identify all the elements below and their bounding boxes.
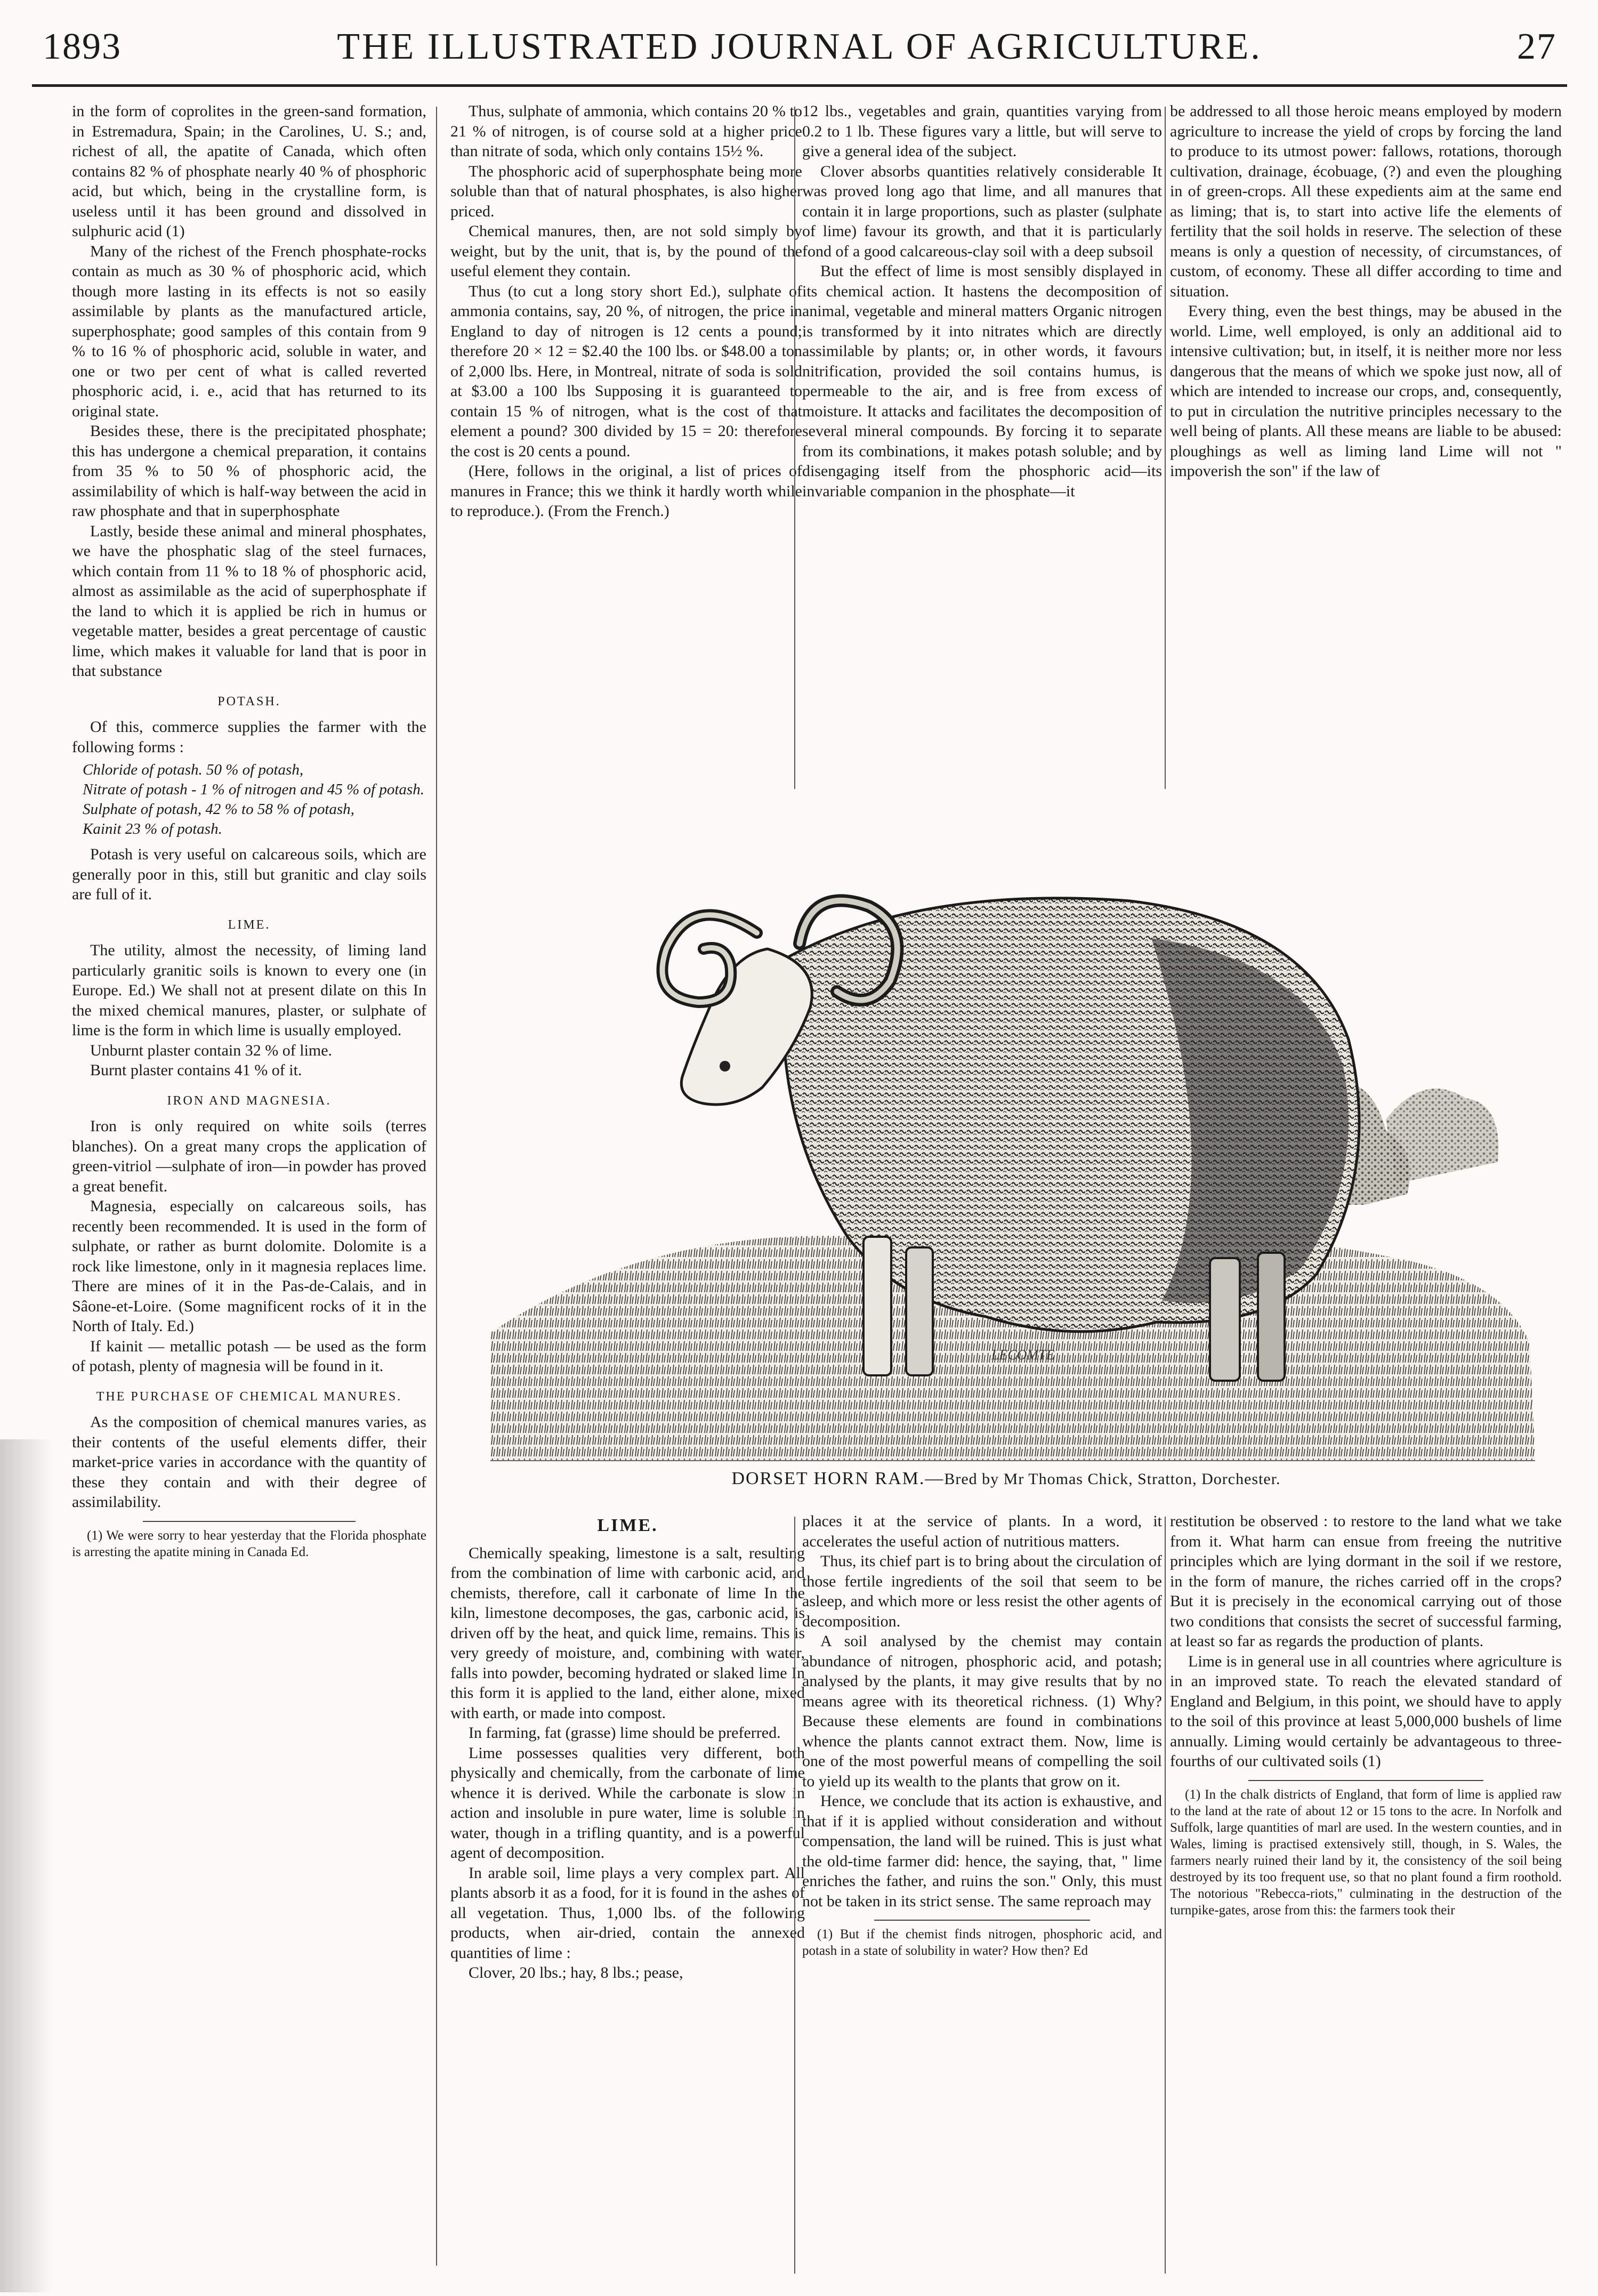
scan-edge-shadow bbox=[0, 1439, 53, 2292]
footnote-rule bbox=[143, 1521, 356, 1522]
ram-illustration bbox=[458, 800, 1562, 1487]
footnote-rule bbox=[874, 1920, 1090, 1921]
paragraph: Iron is only required on white soils (terres blanches). On a great many crops the application of green-vitriol —sulphate of iron—in powder has proved a great benefit. bbox=[72, 1117, 426, 1195]
column-2-bottom bbox=[450, 1511, 805, 2279]
header-year: 1893 bbox=[43, 26, 122, 67]
caption-title: DORSET HORN RAM.— bbox=[731, 1469, 945, 1488]
lime-heading: LIME. bbox=[597, 1516, 658, 1535]
paragraph: Of this, commerce supplies the farmer with the following forms : bbox=[72, 718, 426, 756]
paragraph: Chemical manures, then, are not sold simply by weight, but by the unit, that is, by the pound of the useful element they contain. bbox=[450, 222, 802, 280]
column-divider bbox=[436, 107, 437, 2266]
section-heading-purchase: THE PURCHASE OF CHEMICAL MANURES. bbox=[96, 1389, 402, 1404]
paragraph: 12 lbs., vegetables and grain, quantities varying from 0.2 to 1 lb. These figures vary a little, but will serve to give a general idea of the subject. bbox=[802, 102, 1162, 160]
header-rule bbox=[32, 84, 1567, 87]
paragraph: Thus (to cut a long story short Ed.), sulphate of ammonia contains, say, 20 %, of nitrogen, the price in England to day of nitrogen is 12 cents a pound; therefore 20 × 12 = $2.40 the 100 lbs. or $48.00 a ton of 2,000 lbs. Here, in Montreal, nitrate of soda is sold at $3.00 a 100 lbs Supposing it is guaranteed to contain 15 % of nitrogen, what is the cost of that element a pound? 300 divided by 15 = 20: therefore the cost is 20 cents a pound. bbox=[450, 282, 802, 460]
paragraph: Lime is in general use in all countries where agriculture is in an improved state. To reach the elevated standard of England and Belgium, in this point, we should have to apply to the soil of this province at least 5,000,000 bushels of lime annually. Liming would certainly be advantageous to three-fourths of our cultivated soils (1) bbox=[1170, 1652, 1562, 1770]
paragraph: In farming, fat (grasse) lime should be preferred. bbox=[469, 1724, 781, 1742]
paragraph: Clover, 20 lbs.; hay, 8 lbs.; pease, bbox=[469, 1964, 683, 1981]
paragraph: Many of the richest of the French phosphate-rocks contain as much as 30 % of phosphoric acid, which though more lasting in its effects is not so easily assimilable by plants as the manufactured article, superphosphate; good samples of this contain from 9 % to 16 % of phosphoric acid, soluble in water, and one or two per cent of what is called reverted phosphoric acid, i. e., acid that has returned to its original state. bbox=[72, 242, 426, 420]
paragraph: Besides these, there is the precipitated phosphate; this has undergone a chemical preparation, it contains from 35 % to 50 % of phosphoric acid, the assimilability of which is half-way between the acid in raw phosphate and that in superphosphate bbox=[72, 422, 426, 520]
paragraph: Magnesia, especially on calcareous soils, has recently been recommended. It is used in the form of sulphate, or rather as burnt dolomite. Dolomite is a rock like limestone, only in it magnesia replaces lime. There are mines of it in the Pas-de-Calais, and in Sâone-et-Loire. (Some magnificent rocks of it in the North of Italy. Ed.) bbox=[72, 1197, 426, 1335]
paragraph: Thus, sulphate of ammonia, which contains 20 % to 21 % of nitrogen, is of course sold at a higher price than nitrate of soda, which only contains 15½ %. bbox=[450, 102, 802, 160]
ram-eye bbox=[720, 1061, 730, 1072]
paragraph: As the composition of chemical manures varies, as their contents of the useful elements differ, their market-price varies in accordance with the quantity of these they contain and with their degree of assimilability. bbox=[72, 1413, 426, 1511]
column-divider bbox=[794, 107, 795, 789]
paragraph: The utility, almost the necessity, of liming land particularly granitic soils is known to every one (in Europe. Ed.) We shall not at present dilate on this In the mixed chemical manures, plaster, or sulphate of lime is the form in which lime is usually employed. bbox=[72, 941, 426, 1039]
page-number: 27 bbox=[1517, 26, 1556, 67]
journal-title: THE ILLUSTRATED JOURNAL OF AGRICULTURE. bbox=[337, 26, 1262, 67]
potash-forms-list bbox=[83, 760, 426, 839]
engraver-signature: LECOMTE bbox=[991, 1347, 1055, 1363]
list-item: Nitrate of potash - 1 % of nitrogen and 45 % of potash. bbox=[83, 781, 424, 798]
list-item: Kainit 23 % of potash. bbox=[83, 820, 222, 837]
list-item: Sulphate of potash, 42 % to 58 % of potash, bbox=[83, 801, 354, 818]
footnote: (1) We were sorry to hear yesterday that the Florida phosphate is arresting the apatite mining in Canada Ed. bbox=[72, 1528, 426, 1559]
paragraph: Potash is very useful on calcareous soils, which are generally poor in this, still but granitic and clay soils are full of it. bbox=[72, 845, 426, 903]
paragraph: places it at the service of plants. In a word, it accelerates the useful action of nutritious matters. bbox=[802, 1512, 1162, 1550]
paragraph: If kainit — metallic potash — be used as the form of potash, plenty of magnesia will be found in it. bbox=[72, 1337, 426, 1375]
footnote: (1) In the chalk districts of England, that form of lime is applied raw to the land at the rate of about 12 or 15 tons to the acre. In Norfolk and Suffolk, large quantities of marl are used. In the western counties, and in Wales, liming is practised extensively still, though, in S. Wales, the farmers nearly ruined their land by it, the consistency of the soil being destroyed by its too frequent use, so that no plant found a firm roothold. The notorious "Rebecca-riots," culminating in the destruction of the turnpike-gates, arose from this: the farmers took their bbox=[1170, 1787, 1562, 1918]
footnote: (1) But if the chemist finds nitrogen, phosphoric acid, and potash in a state of solubility in water? How then? Ed bbox=[802, 1927, 1162, 1958]
column-divider bbox=[1165, 107, 1166, 789]
paragraph: in the form of coprolites in the green-sand formation, in Estremadura, Spain; in the Carolines, U. S.; and, richest of all, the apatite of Canada, which often contains 82 % of phosphate nearly 40 % of phosphoric acid, but which, being in the crystalline form, is useless until it has been ground and dissolved in sulphuric acid (1) bbox=[72, 102, 426, 240]
paragraph: be addressed to all those heroic means employed by modern agriculture to increase the yield of crops by forcing the land to produce to its utmost power: fallows, rotations, thorough cultivation, drainage, écobuage, (?) and even the ploughing in of green-crops. All these expedients aim at the same end as liming; that is, to start into active life the elements of fertility that the soil holds in reserve. The selection of these means is only a question of necessity, of circumstances, of custom, of economy. These all differ according to time and situation. bbox=[1170, 102, 1562, 300]
column-divider bbox=[1165, 1517, 1166, 2274]
paragraph: restitution be observed : to restore to the land what we take from it. What harm can ensue from freeing the nutritive principles which are lying dormant in the soil if we restore, in the form of manure, the riches carried off in the crops? But it is precisely in the economical carrying out of those two conditions that consists the secret of successful farming, at least so far as regards the production of plants. bbox=[1170, 1512, 1562, 1650]
paragraph: In arable soil, lime plays a very complex part. All plants absorb it as a food, for it is found in the ashes of all vegetation. Thus, 1,000 lbs. of the following products, when air-dried, contain the annexed quantities of lime : bbox=[450, 1864, 805, 1962]
section-heading-lime: LIME. bbox=[228, 917, 271, 932]
footnote-rule bbox=[1248, 1780, 1483, 1781]
column-3-top bbox=[802, 101, 1162, 805]
section-heading-potash: POTASH. bbox=[217, 694, 281, 708]
paragraph: Unburnt plaster contain 32 % of lime. bbox=[90, 1041, 333, 1059]
paragraph: Chemically speaking, limestone is a salt, resulting from the combination of lime with carbonic acid, and chemists, therefore, call it carbonate of lime In the kiln, limestone decomposes, the gas, carbonic acid, is driven off by the heat, and quick lime, remains. This is very greedy of moisture, and, combining with water, falls into powder, becoming hydrated or slaked lime In this form it is applied to the land, either alone, mixed with earth, or made into compost. bbox=[450, 1544, 805, 1722]
paragraph: (Here, follows in the original, a list of prices of manures in France; this we think it hardly worth while to reproduce.). (From the French.) bbox=[450, 462, 802, 520]
caption-breeder: Bred by Mr Thomas Chick, Stratton, Dorchester. bbox=[944, 1470, 1281, 1488]
paragraph: Thus, its chief part is to bring about the circulation of those fertile ingredients of the soil that seem to be asleep, and which more or less resist the other agents of decomposition. bbox=[802, 1552, 1162, 1630]
paragraph: Lime possesses qualities very different, both physically and chemically, from the carbonate of lime whence it is derived. While the carbonate is slow in action and insoluble in pure water, lime is soluble in water, though in a trifling quantity, and is a powerful agent of decomposition. bbox=[450, 1744, 805, 1862]
column-4-bottom bbox=[1170, 1511, 1562, 2279]
paragraph: Every thing, even the best things, may be abused in the world. Lime, well employed, is only an additional aid to intensive cultivation; but, in itself, it is neither more nor less dangerous that the means of which we spoke just now, all of which are intended to increase our crops, and, consequently, to put in circulation the nutritive principles necessary to the well being of plants. All these means are liable to be abused: ploughings as well as liming land Lime will not " impoverish the son" if the law of bbox=[1170, 302, 1562, 480]
paragraph: The phosphoric acid of superphosphate being more soluble than that of natural phosphates, is also higher priced. bbox=[450, 162, 802, 220]
column-2-top bbox=[450, 101, 802, 805]
paragraph: Lastly, beside these animal and mineral phosphates, we have the phosphatic slag of the steel furnaces, which contain from 11 % to 18 % of phosphoric acid, almost as assimilable as the acid of superphosphate if the land to which it is applied be rich in humus or vegetable matter, besides a great percentage of caustic lime, which makes it valuable for land that is poor in that substance bbox=[72, 522, 426, 680]
column-1 bbox=[72, 101, 426, 2276]
column-divider bbox=[794, 1517, 795, 2274]
column-3-bottom bbox=[802, 1511, 1162, 2279]
page-header bbox=[32, 16, 1567, 96]
ram-engraving bbox=[458, 800, 1562, 1487]
paragraph: But the effect of lime is most sensibly displayed in its chemical action. It hastens the decomposition of animal, vegetable and mineral matters Organic nitrogen is transformed by it into nitrates which are directly assimilable by plants; or, in other words, it favours nitrification, provided the soil contains humus, is permeable to the air, and is free from excess of moisture. It attacks and facilitates the decomposition of several mineral compounds. By forcing it to separate from its combinations, it makes potash soluble; and by disengaging itself from the phosphoric acid—its invariable companion in the phosphate—it bbox=[802, 262, 1162, 500]
column-4-top bbox=[1170, 101, 1562, 805]
section-heading-iron: IRON AND MAGNESIA. bbox=[167, 1093, 332, 1108]
paragraph: Burnt plaster contains 41 % of it. bbox=[90, 1061, 302, 1079]
list-item: Chloride of potash. 50 % of potash, bbox=[83, 761, 304, 778]
figure-caption bbox=[450, 1469, 1562, 1489]
paragraph: A soil analysed by the chemist may contain abundance of nitrogen, phosphoric acid, and potash; analysed by the plants, it may give results that by no means agree with its theoretical richness. (1) Why? Because these elements are found in combinations whence the plants cannot extract them. Now, lime is one of the most powerful means of compelling the soil to yield up its wealth to the plants that grow on it. bbox=[802, 1632, 1162, 1790]
paragraph: Hence, we conclude that its action is exhaustive, and that if it is applied without consideration and without compensation, the land will be ruined. This is just what the old-time farmer did: hence, the saying, that, " lime enriches the father, and ruins the son." Only, this must not be taken in its strict sense. The same reproach may bbox=[802, 1792, 1162, 1910]
paragraph: Clover absorbs quantities relatively considerable It was proved long ago that lime, and all manures that contain it in large proportions, such as plaster (sulphate of lime) favour its growth, and that it is particularly fond of a good calcareous-clay soil with a deep subsoil bbox=[802, 162, 1162, 260]
